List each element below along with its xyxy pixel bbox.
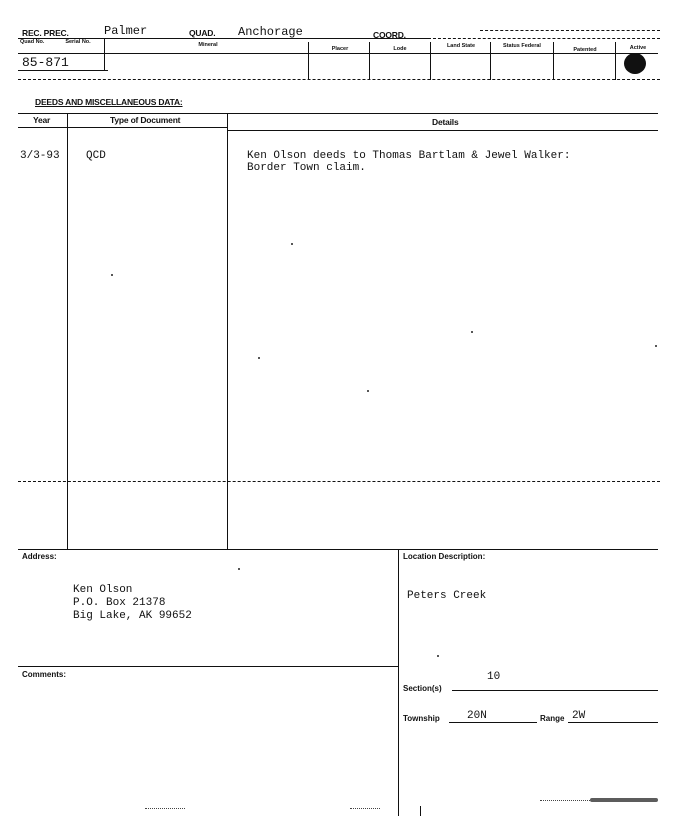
address-line2: P.O. Box 21378: [73, 597, 166, 609]
scan-smudge: [145, 808, 185, 810]
township-label: Township: [403, 714, 440, 723]
serial-value: 85-871: [22, 55, 69, 70]
township-value: 20N: [467, 710, 487, 722]
scan-speck: [291, 243, 293, 245]
col-year-header: Year: [33, 115, 51, 125]
scan-speck: [111, 274, 113, 276]
scan-speck: [471, 331, 473, 333]
deeds-dashed-separator: [18, 481, 660, 482]
header-divider: [615, 42, 616, 80]
section-label: Section(s): [403, 684, 442, 693]
coord-label: COORD.: [373, 30, 406, 40]
comments-label: Comments:: [22, 670, 67, 679]
address-line3: Big Lake, AK 99652: [73, 610, 192, 622]
serial-no-label: Serial No.: [65, 39, 91, 45]
range-value: 2W: [572, 710, 586, 722]
coord-dashed-line: [480, 30, 660, 31]
quad-no-label: Quad No.: [20, 39, 45, 45]
col-divider-type: [227, 113, 228, 549]
subheader-rule: [18, 53, 658, 54]
header-divider: [308, 42, 309, 80]
row-year: 3/3-93: [20, 150, 60, 162]
active-marker-icon: [624, 53, 646, 74]
scan-speck: [437, 655, 439, 657]
section-value: 10: [487, 671, 501, 683]
location-label: Location Description:: [403, 552, 486, 561]
scan-speck: [367, 390, 369, 392]
patented-label: Patented: [573, 47, 597, 53]
header-divider: [490, 42, 491, 80]
range-blank-line: [568, 722, 658, 723]
serial-underline: [18, 70, 108, 71]
deeds-header-rule: [18, 127, 228, 128]
scan-speck: [258, 357, 260, 359]
land-state-label: Land State: [446, 43, 476, 49]
deeds-section-title: DEEDS AND MISCELLANEOUS DATA:: [35, 97, 183, 107]
address-line1: Ken Olson: [73, 584, 133, 596]
address-location-divider: [398, 549, 399, 816]
scan-speck: [655, 345, 657, 347]
range-label: Range: [540, 714, 565, 723]
col-type-header: Type of Document: [110, 115, 181, 125]
address-label: Address:: [22, 552, 57, 561]
header-rule-dashed: [428, 38, 660, 39]
row-details-line1: Ken Olson deeds to Thomas Bartlam & Jewel Walker:: [247, 150, 571, 162]
rec-prec-value: Palmer: [104, 24, 148, 38]
col-details-header: Details: [432, 117, 459, 127]
row-details-line2: Border Town claim.: [247, 162, 366, 174]
quad-label: QUAD.: [189, 28, 216, 38]
lode-label: Lode: [393, 46, 407, 52]
scan-mark: [420, 806, 421, 816]
scan-smudge: [350, 808, 380, 810]
header-divider: [104, 38, 105, 70]
rec-prec-label: REC. PREC.: [22, 28, 69, 38]
scan-speck: [238, 568, 240, 570]
active-label: Active: [629, 45, 647, 51]
section-blank-line: [452, 690, 658, 691]
mineral-label: Mineral: [198, 42, 218, 48]
location-value: Peters Creek: [407, 590, 487, 602]
row-doc-type: QCD: [86, 150, 106, 162]
header-bottom-dashed: [18, 79, 660, 80]
quad-value: Anchorage: [238, 25, 303, 39]
scan-smudge: [540, 800, 590, 802]
header-divider: [553, 42, 554, 80]
deeds-top-rule: [18, 113, 658, 114]
col-divider-year: [67, 113, 68, 549]
deeds-header-rule-right: [228, 130, 658, 131]
header-divider: [369, 42, 370, 80]
placer-label: Placer: [331, 46, 349, 52]
header-divider: [430, 42, 431, 80]
status-federal-label: Status Federal: [503, 43, 541, 49]
comments-top-rule: [18, 666, 398, 667]
township-blank-line: [449, 722, 537, 723]
deeds-bottom-rule: [18, 549, 658, 550]
scan-smudge: [590, 798, 658, 802]
